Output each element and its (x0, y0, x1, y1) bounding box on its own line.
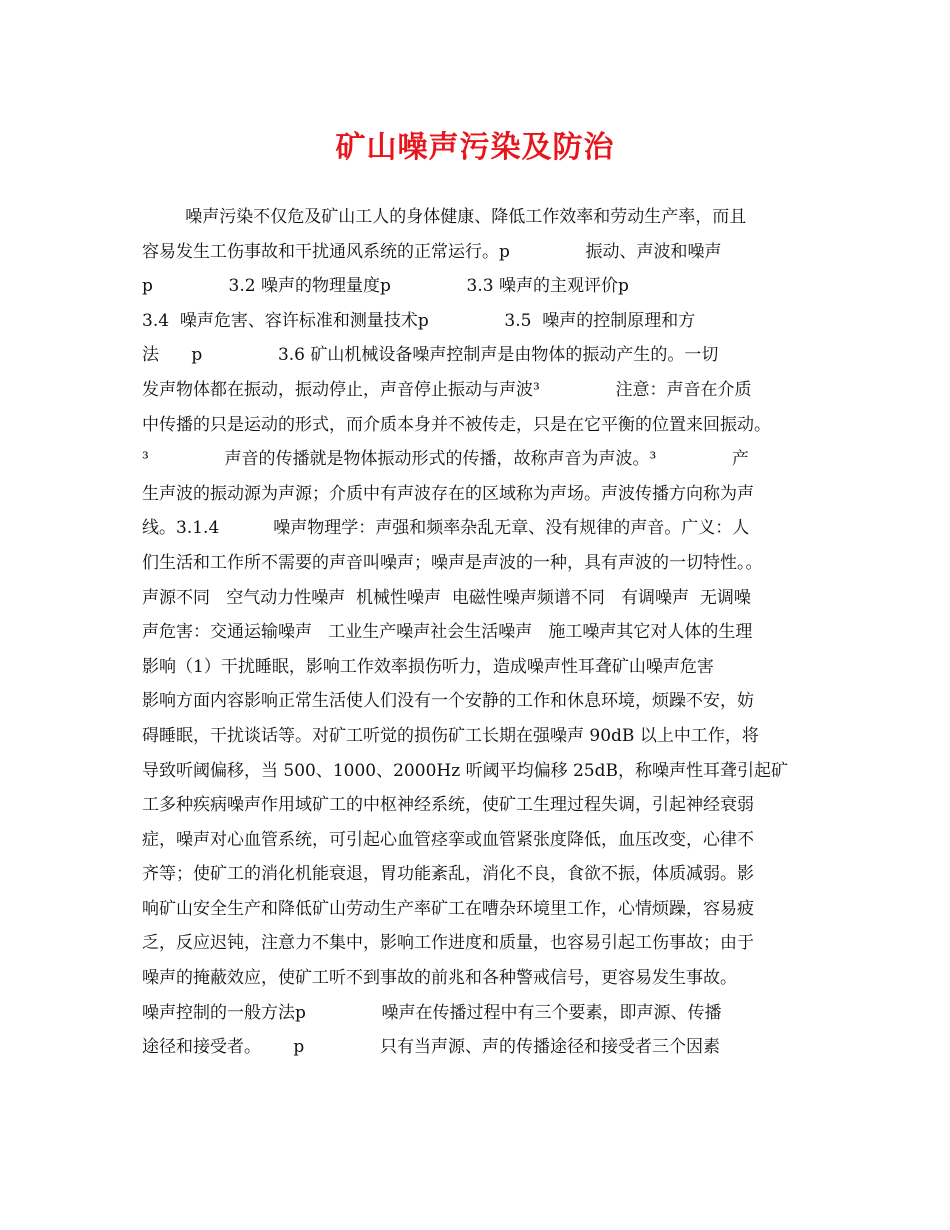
body-line: 噪声的掩蔽效应，使矿工听不到事故的前兆和各种警戒信号，更容易发生事故。 (142, 968, 737, 989)
body-line: 中传播的只是运动的形式，而介质本身并不被传走，只是在它平衡的位置来回振动。 (142, 414, 771, 435)
body-line: 们生活和工作所不需要的声音叫噪声；噪声是声波的一种，具有声波的一切特性。。 (142, 552, 763, 573)
body-line: 声源不同 空气动力性噪声 机械性噪声 电磁性噪声频谱不同 有调噪声 无调噪 (142, 587, 751, 608)
body-line: 噪声控制的一般方法p 噪声在传播过程中有三个要素，即声源、传播 (142, 1002, 722, 1023)
body-line: 影响（1）干扰睡眠，影响工作效率损伤听力，造成噪声性耳聋矿山噪声危害 (142, 656, 714, 677)
body-line: 响矿山安全生产和降低矿山劳动生产率矿工在嘈杂环境里工作，心情烦躁，容易疲 (142, 898, 754, 919)
document-title: 矿山噪声污染及防治 (335, 130, 615, 165)
body-line: 噪声污染不仅危及矿山工人的身体健康、降低工作效率和劳动生产率，而且 (142, 207, 747, 227)
body-line: 工多种疾病噪声作用域矿工的中枢神经系统，使矿工生理过程失调，引起神经衰弱 (142, 795, 754, 816)
body-line: 声危害：交通运输噪声 工业生产噪声社会生活噪声 施工噪声其它对人体的生理 (142, 622, 753, 643)
body-line: 齐等；使矿工的消化机能衰退，胃功能紊乱，消化不良，食欲不振，体质减弱。影 (142, 864, 754, 885)
body-line: 影响方面内容影响正常生活使人们没有一个安静的工作和休息环境，烦躁不安，妨 (142, 691, 754, 712)
body-line: 导致听阈偏移，当 500、1000、2000Hz 听阈平均偏移 25dB，称噪声性耳聋引起矿 (142, 760, 788, 781)
body-line: 乏，反应迟钝，注意力不集中，影响工作进度和质量，也容易引起工伤事故；由于 (142, 933, 754, 954)
body-line: 症，噪声对心血管系统，可引起心血管痉挛或血管紧张度降低，血压改变，心律不 (142, 829, 754, 850)
body-line: 碍睡眠，干扰谈话等。对矿工听觉的损伤矿工长期在强噪声 90dB 以上中工作，将 (142, 725, 759, 746)
document-body (142, 200, 812, 1065)
body-line: p 3.2 噪声的物理量度p 3.3 噪声的主观评价p (142, 276, 629, 297)
body-line: 3.4 噪声危害、容许标准和测量技术p 3.5 噪声的控制原理和方 (142, 310, 696, 331)
body-line: 法 p 3.6 矿山机械设备噪声控制声是由物体的振动产生的。一切 (142, 345, 719, 366)
body-line: 容易发生工伤事故和干扰通风系统的正常运行。p 振动、声波和噪声 (142, 241, 722, 262)
body-line: 发声物体都在振动，振动停止，声音停止振动与声波³ 注意：声音在介质 (142, 379, 752, 400)
body-line: 生声波的振动源为声源；介质中有声波存在的区域称为声场。声波传播方向称为声 (142, 483, 754, 504)
body-line: 途径和接受者。 p 只有当声源、声的传播途径和接受者三个因素 (142, 1037, 720, 1058)
body-line: 线。3.1.4 噪声物理学：声强和频率杂乱无章、没有规律的声音。广义：人 (142, 518, 750, 539)
body-line: ³ 声音的传播就是物体振动形式的传播，故称声音为声波。³ 产 (142, 449, 749, 470)
